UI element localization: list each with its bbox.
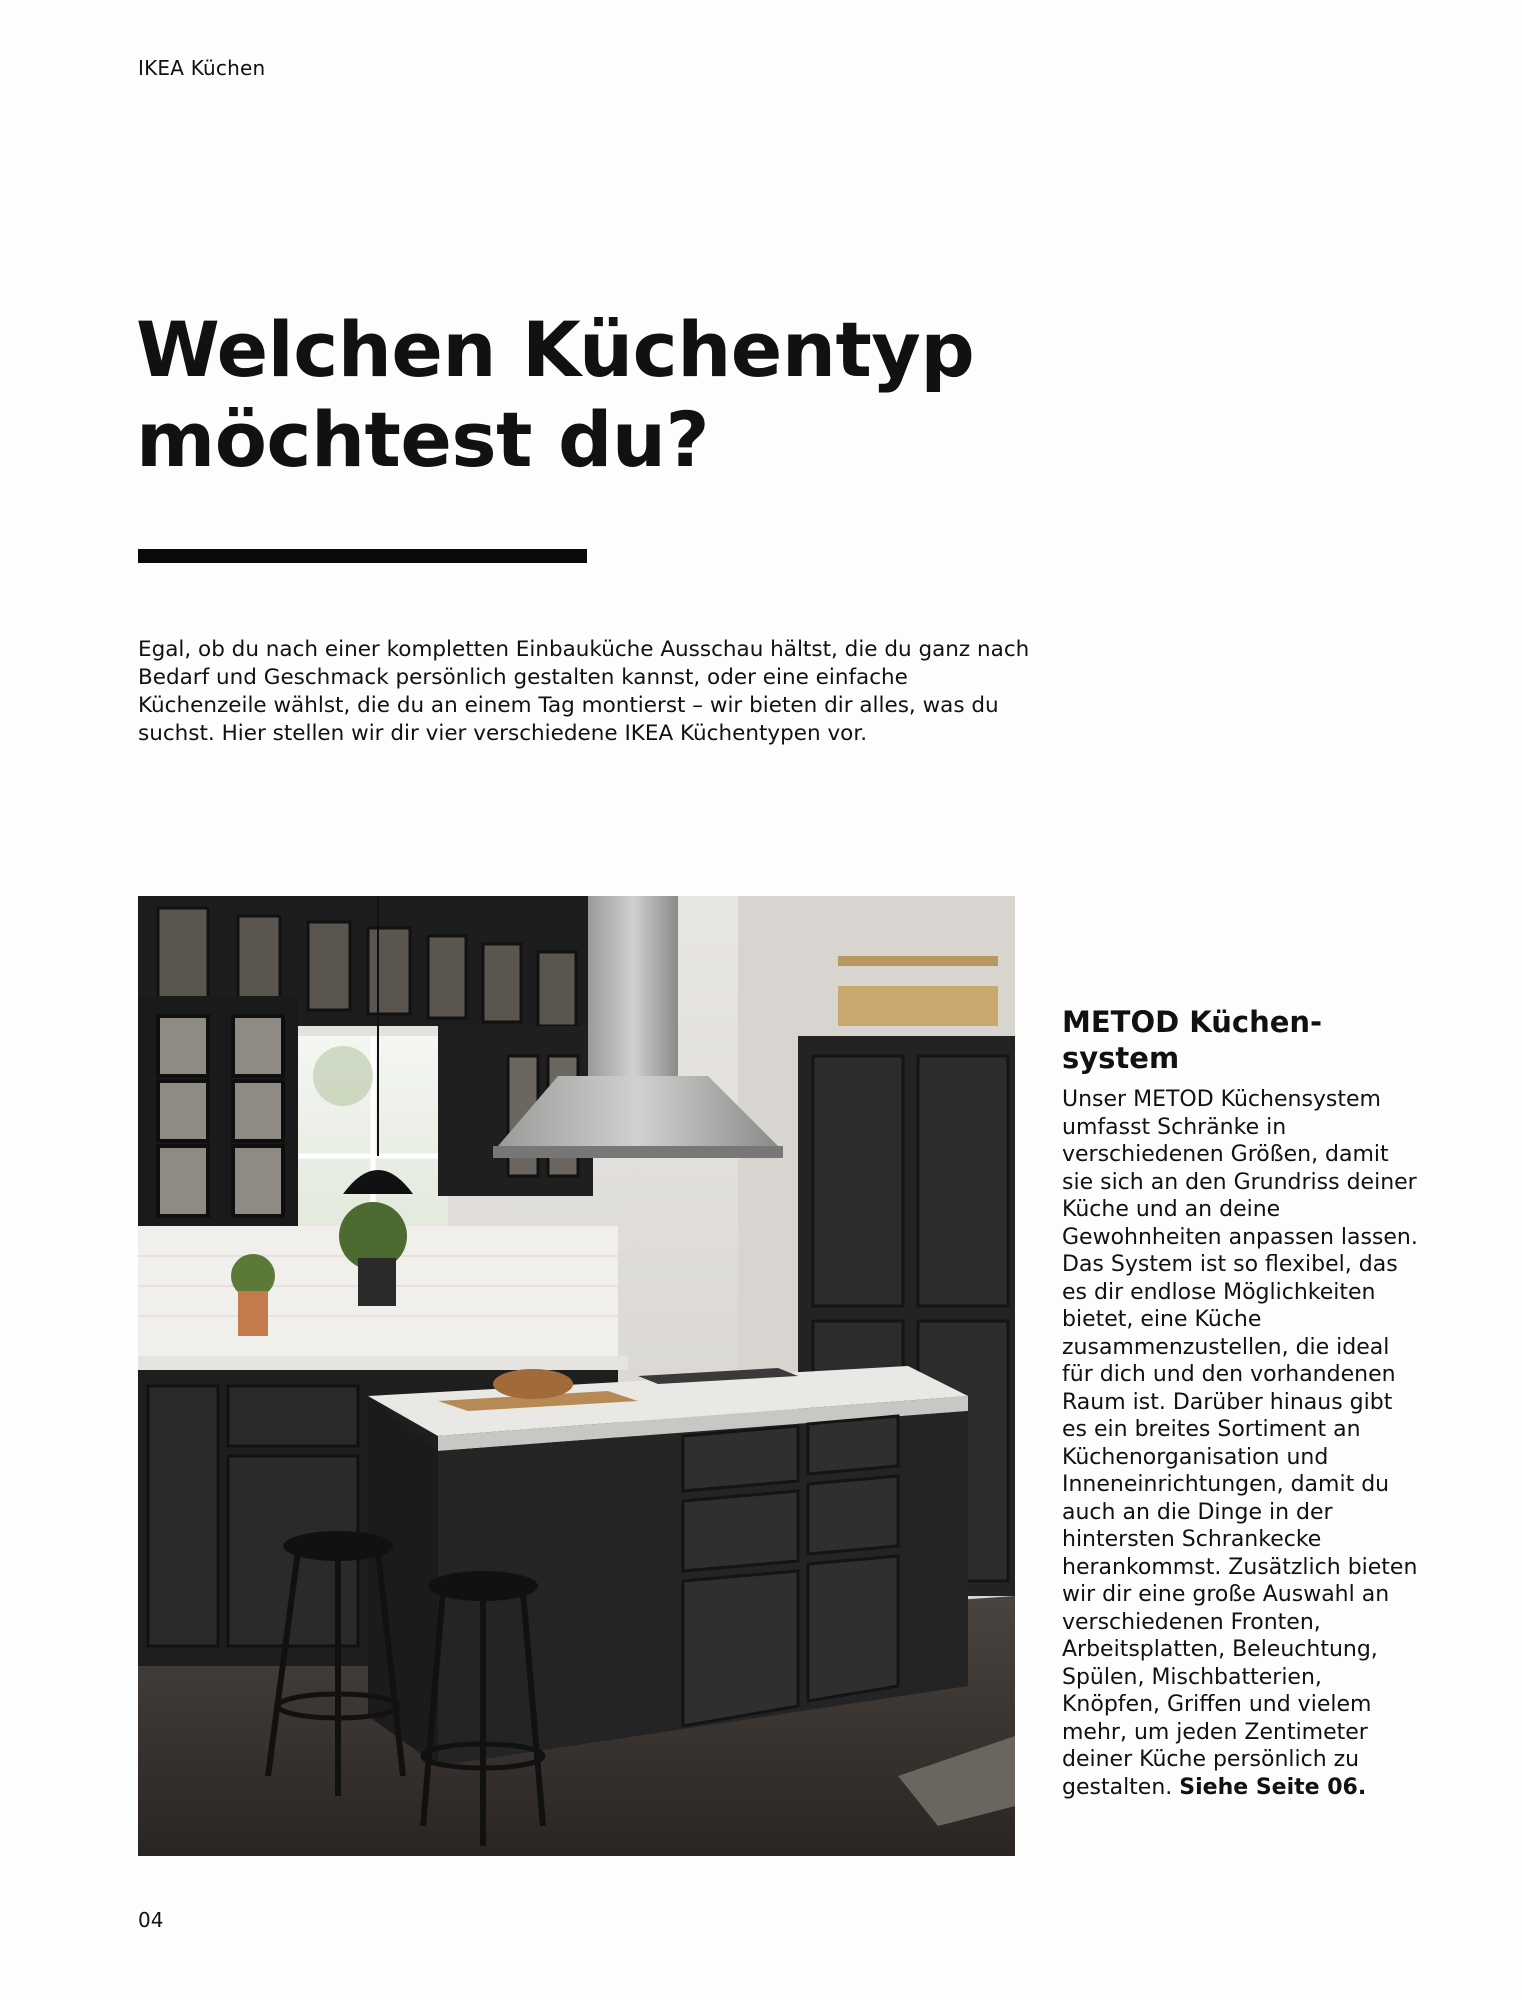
page-number: 04: [138, 1908, 164, 1932]
section-title-line-2: system: [1062, 1041, 1180, 1075]
kitchen-photo: [138, 896, 1015, 1856]
section-body-text: Unser METOD Küchensystem umfasst Schränke in verschiedenen Größen, damit sie sich an den Grundriss deiner Küche und an deine Gewohnheiten anpassen lassen. Das System ist so flexibel, das es dir endlose Möglichkeiten bietet, eine Küche zusammenzustellen, die ideal für dich und den vorhandenen Raum ist. Darüber hinaus gibt es ein breites Sortiment an Küchenorganisation und Inneneinrichtungen, damit du auch an die Dinge in der hintersten Schrankecke herankommst. Zusätzlich bieten wir dir eine große Auswahl an verschiedenen Fronten, Arbeitsplatten, Beleuchtung, Spülen, Mischbatterien, Knöpfen, Griffen und vielem mehr, um jeden Zentimeter deiner Küche persönlich zu gestalten.: [1062, 1087, 1418, 1800]
section-title-line-1: METOD Küchen-: [1062, 1005, 1323, 1039]
running-header: IKEA Küchen: [138, 56, 266, 80]
title-line-1: Welchen Küchentyp: [136, 305, 975, 394]
section-title: [1062, 1004, 1362, 1076]
title-line-2: möchtest du?: [136, 395, 710, 484]
page-title: [136, 305, 1236, 485]
intro-paragraph: Egal, ob du nach einer kompletten Einbauküche Ausschau hältst, die du ganz nach Bedarf und Geschmack persönlich gestalten kannst, oder eine einfache Küchenzeile wählst, die du an einem Tag montierst – wir bieten dir alles, was du suchst. Hier stellen wir dir vier verschiedene IKEA Küchentypen vor.: [138, 637, 1030, 746]
page-reference-link[interactable]: Siehe Seite 06.: [1179, 1774, 1367, 1800]
title-underline: [138, 549, 587, 563]
section-body: [1062, 1086, 1422, 1801]
